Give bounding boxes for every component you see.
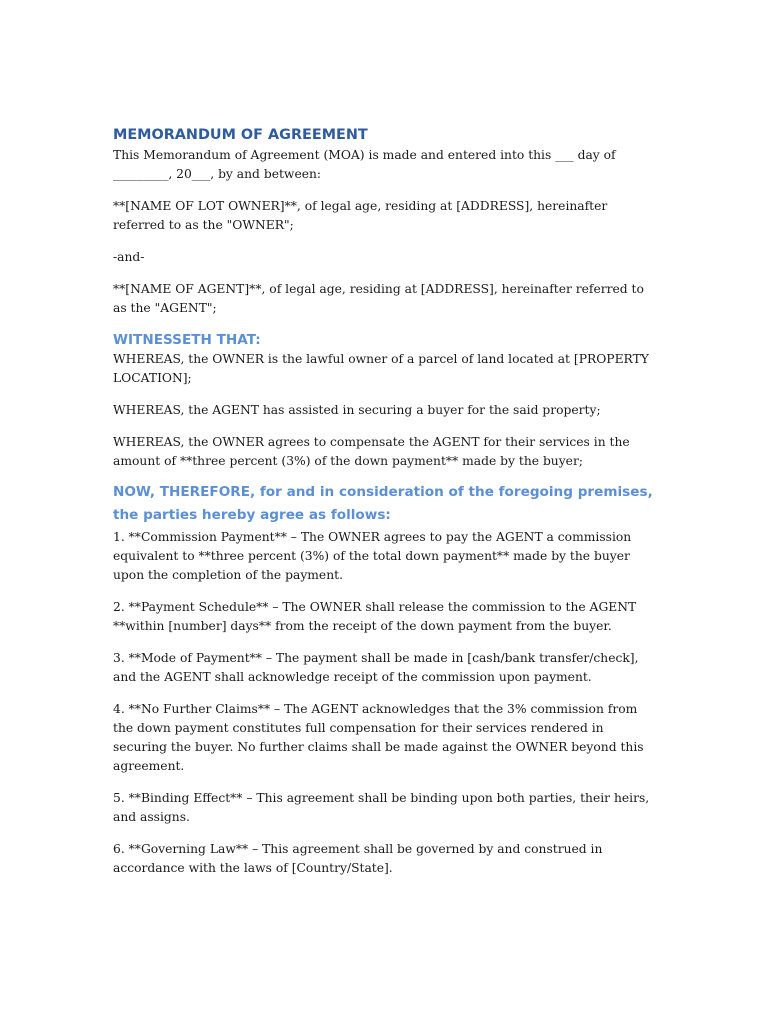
- agreement-clause: 1. **Commission Payment** – The OWNER agrees to pay the AGENT a commission equivalent to **three percent (3%) of the total down payment** made by the buyer upon the completion of the payment.: [113, 529, 632, 583]
- witnesseth-heading: WITNESSETH THAT:: [113, 331, 261, 348]
- whereas-clause: WHEREAS, the AGENT has assisted in securing a buyer for the said property;: [113, 402, 601, 417]
- whereas-clause: WHEREAS, the OWNER is the lawful owner of a parcel of land located at [PROPERTY LOCATION];: [113, 351, 649, 386]
- document-page: [113, 124, 661, 891]
- agent-party-paragraph: **[NAME OF AGENT]**, of legal age, residing at [ADDRESS], hereinafter referred to as the "AGENT";: [113, 281, 644, 315]
- agreement-clause: 5. **Binding Effect** – This agreement shall be binding upon both parties, their heirs, and assigns.: [113, 791, 650, 825]
- whereas-clause: WHEREAS, the OWNER agrees to compensate the AGENT for their services in the amount of **three percent (3%) of the down payment** made by the buyer;: [113, 434, 630, 468]
- intro-paragraph: This Memorandum of Agreement (MOA) is made and entered into this ___ day of _________, 20___, by and between:: [113, 148, 616, 182]
- owner-party-paragraph: **[NAME OF LOT OWNER]**, of legal age, residing at [ADDRESS], hereinafter referred to as the "OWNER";: [113, 198, 608, 233]
- agreement-clause: 4. **No Further Claims** – The AGENT acknowledges that the 3% commission from the down payment constitutes full compensation for their services rendered in securing the buyer. No further claims shall be made against the OWNER beyond this agreement.: [113, 701, 644, 774]
- agreement-clause: 6. **Governing Law** – This agreement shall be governed by and construed in accordance with the laws of [Country/State].: [113, 842, 603, 876]
- document-title: MEMORANDUM OF AGREEMENT: [113, 127, 368, 143]
- now-therefore-heading: NOW, THEREFORE, for and in consideration of the foregoing premises, the parties hereby agree as follows:: [113, 483, 653, 524]
- agreement-clause: 2. **Payment Schedule** – The OWNER shall release the commission to the AGENT **within [number] days** from the receipt of the down payment from the buyer.: [113, 600, 637, 634]
- and-separator: -and-: [113, 249, 145, 264]
- agreement-clause: 3. **Mode of Payment** – The payment shall be made in [cash/bank transfer/check], and the AGENT shall acknowledge receipt of the commission upon payment.: [113, 650, 639, 685]
